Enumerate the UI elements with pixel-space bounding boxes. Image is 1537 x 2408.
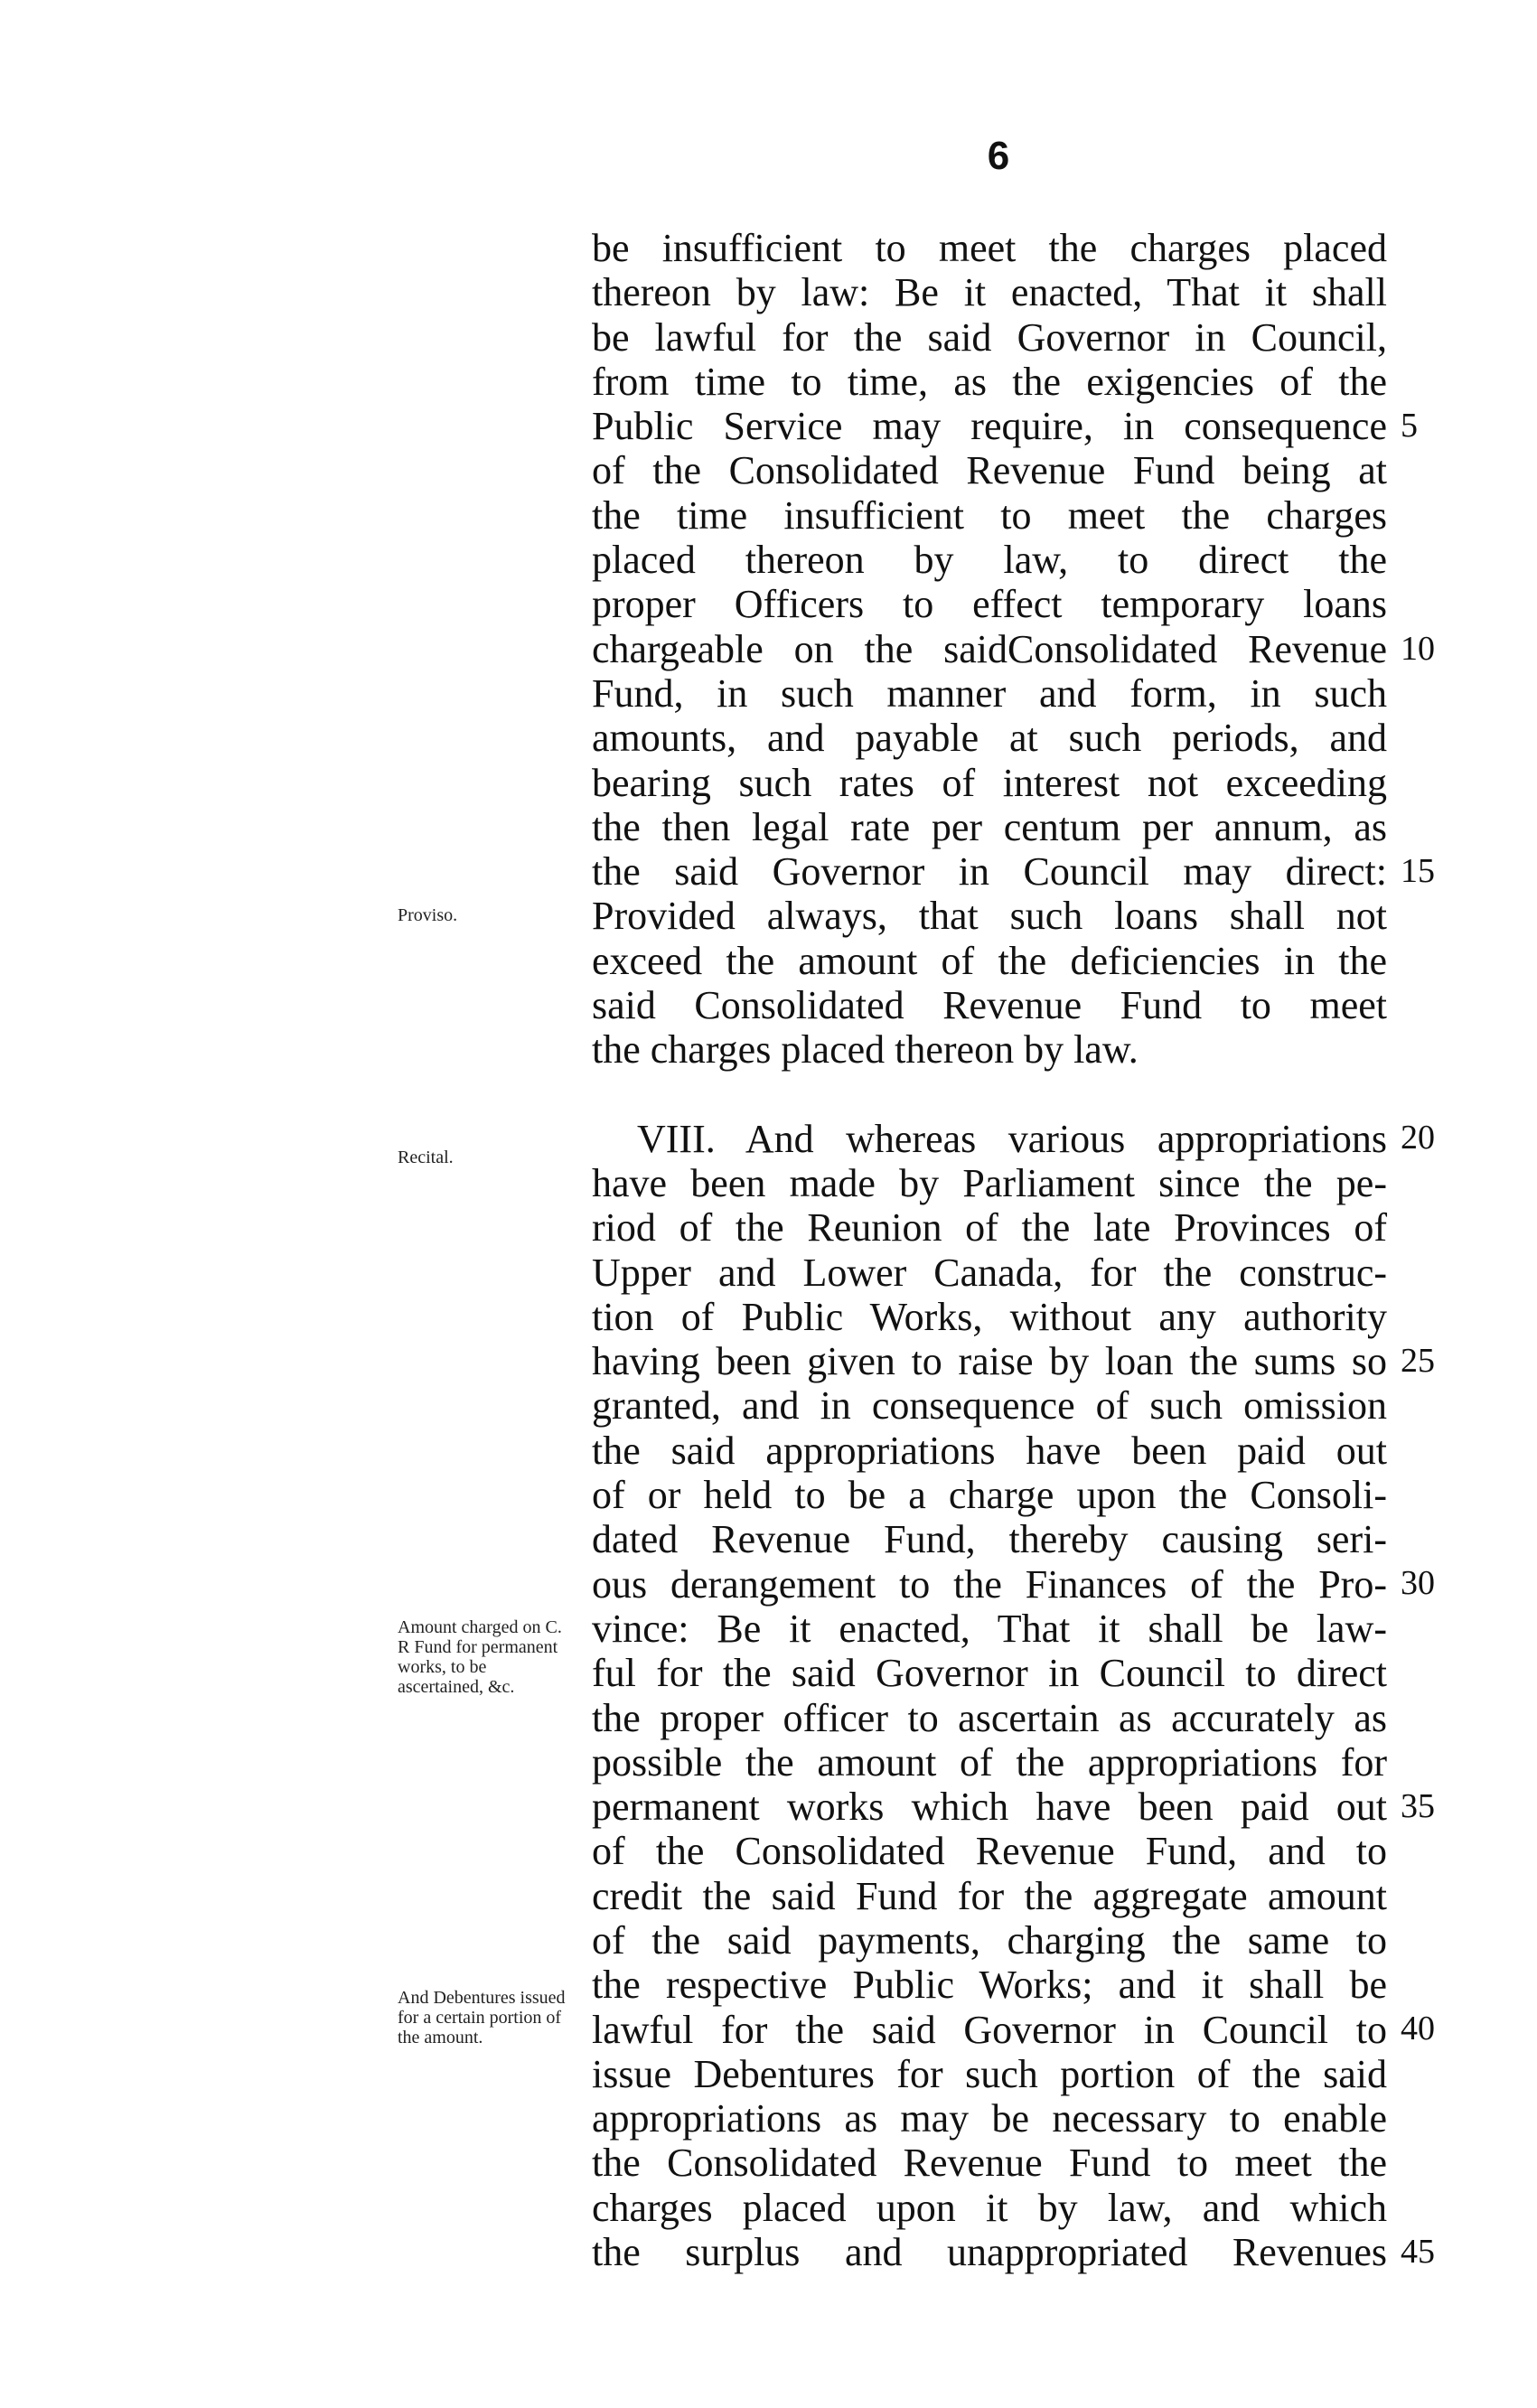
line-number: 5 [1401,407,1418,445]
text-line: issue Debentures for such portion of the said [592,2051,1387,2096]
text-line: the proper officer to ascertain as accurately as [592,1695,1387,1740]
text-line: possible the amount of the appropriations for [592,1739,1387,1785]
marginal-note-recital: Recital. [398,1148,454,1167]
text-line: the time insufficient to meet the charges [592,492,1387,538]
line-number: 40 [1401,2010,1435,2047]
text-line: the said Governor in Council may direct: [592,849,1387,895]
text-line: from time to time, as the exigencies of the [592,359,1387,404]
text-line: of the Consolidated Revenue Fund, and to [592,1829,1387,1874]
marginal-note-debentures: And Debentures issued for a certain portion of the amount. [398,1988,566,2047]
text-line: the charges placed thereon by law. [592,1027,1139,1073]
text-line: of the said payments, charging the same to [592,1917,1387,1963]
text-line: Upper and Lower Canada, for the construc- [592,1250,1387,1295]
marginal-note-proviso: Proviso. [398,905,458,925]
line-number: 10 [1401,630,1435,668]
text-line: appropriations as may be necessary to enable [592,2096,1387,2141]
text-line: permanent works which have been paid out [592,1785,1387,1830]
text-line: proper Officers to effect temporary loans [592,582,1387,627]
text-line: vince: Be it enacted, That it shall be law- [592,1606,1387,1651]
line-number: 15 [1401,852,1435,890]
text-line: of the Consolidated Revenue Fund being at [592,448,1387,493]
page-number: 6 [987,134,1010,178]
text-line: the respective Public Works; and it shall be [592,1963,1387,2008]
text-line: charges placed upon it by law, and which [592,2185,1387,2230]
text-line: be insufficient to meet the charges placed [592,226,1387,270]
line-number: 20 [1401,1119,1435,1157]
line-number: 35 [1401,1787,1435,1825]
text-line: Public Service may require, in consequence [592,404,1387,449]
text-line: thereon by law: Be it enacted, That it shall [592,270,1387,315]
text-line: the then legal rate per centum per annum, as [592,804,1387,849]
text-line: chargeable on the saidConsolidated Revenue [592,626,1387,671]
text-line: Fund, in such manner and form, in such [592,670,1387,716]
text-line: said Consolidated Revenue Fund to meet [592,983,1387,1028]
text-line: dated Revenue Fund, thereby causing seri- [592,1517,1387,1562]
text-line: ful for the said Governor in Council to direct [592,1651,1387,1696]
text-line: the said appropriations have been paid out [592,1428,1387,1473]
line-number: 25 [1401,1342,1435,1380]
text-line: having been given to raise by loan the sums so [592,1339,1387,1384]
text-line: tion of Public Works, without any authority [592,1294,1387,1339]
text-line: riod of the Reunion of the late Provinces of [592,1205,1387,1251]
body-text [592,226,1387,2274]
text-line: credit the said Fund for the aggregate amount [592,1873,1387,1918]
line-number: 45 [1401,2233,1435,2271]
text-line: the surplus and unappropriated Revenues [592,2230,1387,2275]
marginal-note-amount: Amount charged on C. R Fund for permanent works, to be ascertained, &c. [398,1617,562,1697]
text-line: be lawful for the said Governor in Council, [592,314,1387,360]
text-line: amounts, and payable at such periods, and [592,716,1387,761]
line-number: 30 [1401,1564,1435,1602]
text-line: bearing such rates of interest not exceeding [592,760,1387,805]
text-line: lawful for the said Governor in Council to [592,2007,1387,2052]
paragraph-gap [592,1073,1387,1117]
text-line: the Consolidated Revenue Fund to meet the [592,2141,1387,2186]
text-line: placed thereon by law, to direct the [592,538,1387,583]
text-line: exceed the amount of the deficiencies in the [592,938,1387,983]
text-line: have been made by Parliament since the pe- [592,1160,1387,1205]
text-line: ous derangement to the Finances of the Pro- [592,1561,1387,1607]
text-line: Provided always, that such loans shall not [592,894,1387,939]
text-line: VIII. And whereas various appropriations [637,1116,1387,1161]
text-line: granted, and in consequence of such omission [592,1383,1387,1429]
text-line: of or held to be a charge upon the Consoli- [592,1473,1387,1518]
